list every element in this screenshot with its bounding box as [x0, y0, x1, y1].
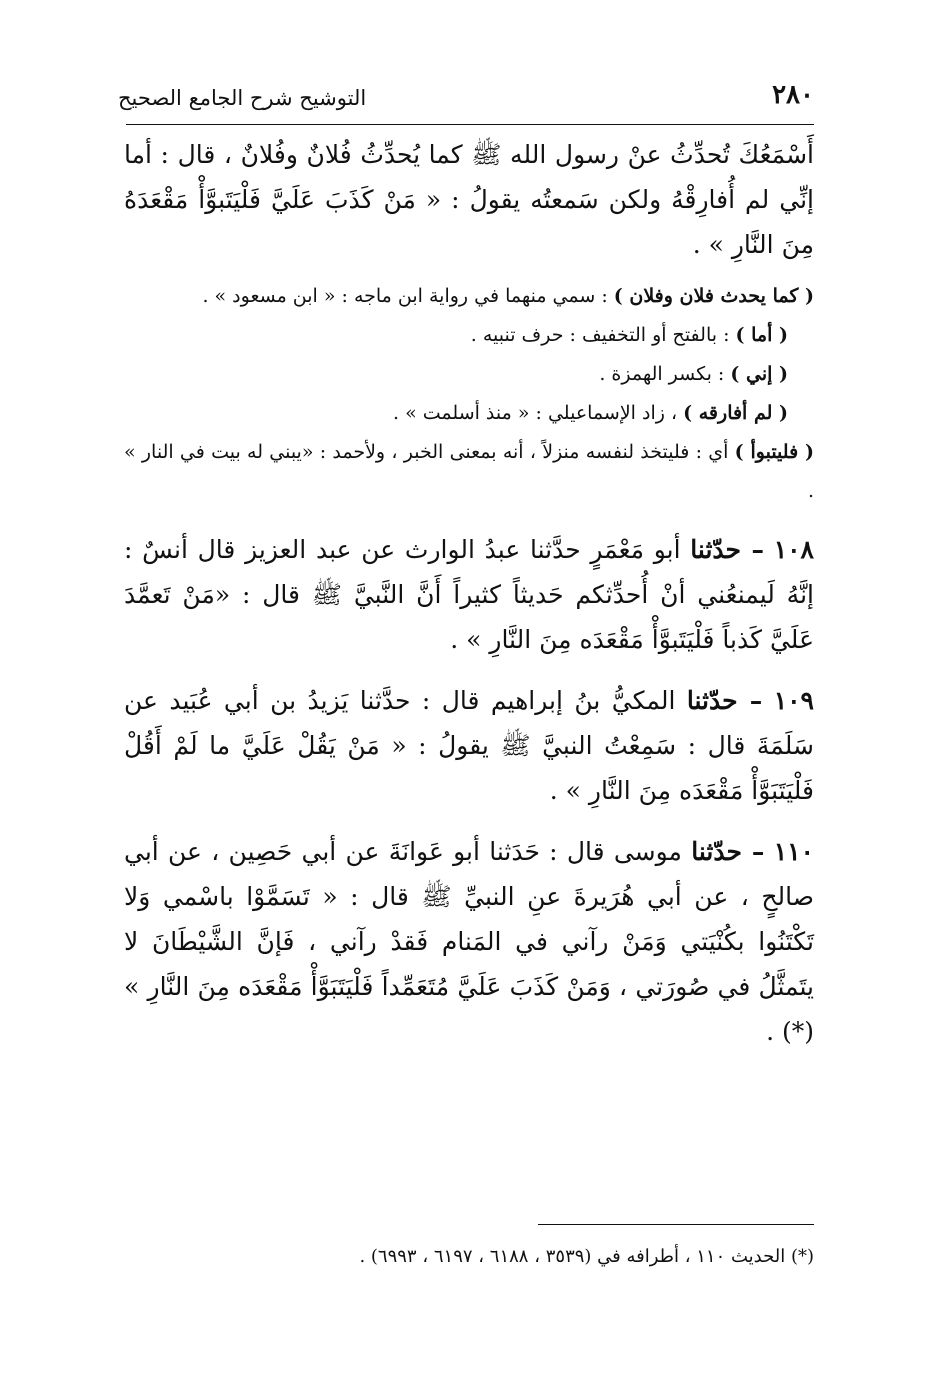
- footnote-rule: [538, 1224, 814, 1225]
- commentary-term: ( لم أفارقه ): [683, 402, 788, 424]
- hadith-lead: حدّثنا: [690, 535, 741, 564]
- hadith-lead: حدّثنا: [686, 686, 738, 715]
- hadith-lead: حدّثنا: [691, 837, 742, 866]
- running-title: التوشيح شرح الجامع الصحيح: [118, 86, 367, 110]
- commentary-text: : بالفتح أو التخفيف : حرف تنبيه .: [470, 324, 736, 346]
- commentary-text: : سمي منهما في رواية ابن ماجه : « ابن مسعود » .: [202, 285, 614, 307]
- hadith-number: ١٠٩: [773, 686, 814, 715]
- page-header: [118, 80, 814, 126]
- commentary-term: ( فليتبوأ ): [734, 441, 814, 463]
- commentary-entry: [124, 433, 814, 511]
- passage-continuation: أَسْمَعُكَ تُحدِّثُ عنْ رسول الله ﷺ كما يُحدِّثُ فُلانٌ وفُلانٌ ، قال : أما إنِّي لم أُفارِقْهُ ولكن سَمعتُه يقولُ : « مَنْ كَذَبَ عَلَيَّ فَلْيَتَبوَّأْ مَقْعَدَهُ مِنَ النَّارِ » .: [124, 140, 814, 259]
- hadith-109: ١٠٩ – حدّثنا المكيُّ بنُ إبراهيم قال : حدَّثنا يَزيدُ بن أبي عُبَيد عن سَلَمَةَ قال : سَمِعْتُ النبيَّ ﷺ يقولُ : « مَنْ يَقُلْ عَلَيَّ ما لَمْ أَقُلْ فَلْيَتَبَوَّأْ مَقْعَدَه مِنَ النَّارِ » .: [124, 686, 814, 805]
- hadith-text: موسى قال : حَدَثنا أبو عَوانَةَ عن أبي حَصِين ، عن أبي صالحٍ ، عن أبي هُرَيرةَ عنِ النبيِّ ﷺ قال : « تَسَمَّوْا باسْمي وَلا تَكْتَنُوا بكُنْيَتي وَمَنْ رآني في المَنام فَقدْ رآني ، فَإنَّ الشَّيْطَانَ لا يتَمثَّلُ في صُورَتي ، وَمَنْ كَذَبَ عَلَيَّ مُتَعَمِّداً فَلْيَتَبَوَّأْ مَقْعَدَه مِنَ النَّارِ » (*) .: [124, 837, 814, 1046]
- hadith-text: أبو مَعْمَرٍ حدَّثنا عبدُ الوارث عن عبد العزيز قال أنسٌ : إنَّهُ لَيمنعُني أنْ أُحدِّثكم حَديثاً كثيراً أَنَّ النَّبيَّ ﷺ قال : «مَنْ تَعمَّدَ عَلَيَّ كَذباً فَلْيَتَبوَّأْ مَقْعَدَه مِنَ النَّارِ » .: [124, 535, 814, 654]
- commentary-text: ، زاد الإسماعيلي : « منذ أسلمت » .: [393, 402, 684, 424]
- commentary-term: ( كما يحدث فلان وفلان ): [613, 285, 814, 307]
- commentary-entry: [124, 277, 814, 316]
- commentary-text: : بكسر الهمزة .: [599, 363, 731, 385]
- hadith-text: المكيُّ بنُ إبراهيم قال : حدَّثنا يَزيدُ بن أبي عُبَيد عن سَلَمَةَ قال : سَمِعْتُ النبيَّ ﷺ يقولُ : « مَنْ يَقُلْ عَلَيَّ ما لَمْ أَقُلْ فَلْيَتَبَوَّأْ مَقْعَدَه مِنَ النَّارِ » .: [124, 686, 814, 805]
- page-number: ٢٨٠: [772, 80, 814, 110]
- commentary-term: ( أما ): [735, 324, 788, 346]
- page-body: [124, 132, 814, 1054]
- commentary-text: أي : فليتخذ لنفسه منزلاً ، أنه بمعنى الخبر ، ولأحمد : «يبني له بيت في النار » .: [124, 441, 814, 502]
- hadith-110: ١١٠ – حدّثنا موسى قال : حَدَثنا أبو عَوانَةَ عن أبي حَصِين ، عن أبي صالحٍ ، عن أبي هُرَيرةَ عنِ النبيِّ ﷺ قال : « تَسَمَّوْا باسْمي وَلا تَكْتَنُوا بكُنْيَتي وَمَنْ رآني في المَنام فَقدْ رآني ، فَإنَّ الشَّيْطَانَ لا يتَمثَّلُ في صُورَتي ، وَمَنْ كَذَبَ عَلَيَّ مُتَعَمِّداً فَلْيَتَبَوَّأْ مَقْعَدَه مِنَ النَّارِ » (*) .: [124, 837, 814, 1046]
- hadith-number: ١١٠: [773, 837, 814, 866]
- footnote: (*) الحديث ١١٠ ، أطرافه في (٣٥٣٩ ، ٦١٨٨ ، ٦١٩٧ ، ٦٩٩٣) .: [359, 1246, 814, 1267]
- commentary-entry: [124, 316, 814, 355]
- commentary-entry: [124, 394, 814, 433]
- commentary-term: ( إني ): [730, 363, 788, 385]
- commentary-entry: [124, 355, 814, 394]
- hadith-108: ١٠٨ – حدّثنا أبو مَعْمَرٍ حدَّثنا عبدُ الوارث عن عبد العزيز قال أنسٌ : إنَّهُ لَيمنعُني أنْ أُحدِّثكم حَديثاً كثيراً أَنَّ النَّبيَّ ﷺ قال : «مَنْ تَعمَّدَ عَلَيَّ كَذباً فَلْيَتَبوَّأْ مَقْعَدَه مِنَ النَّارِ » .: [124, 535, 814, 654]
- header-rule: [126, 124, 814, 125]
- hadith-number: ١٠٨: [773, 535, 814, 564]
